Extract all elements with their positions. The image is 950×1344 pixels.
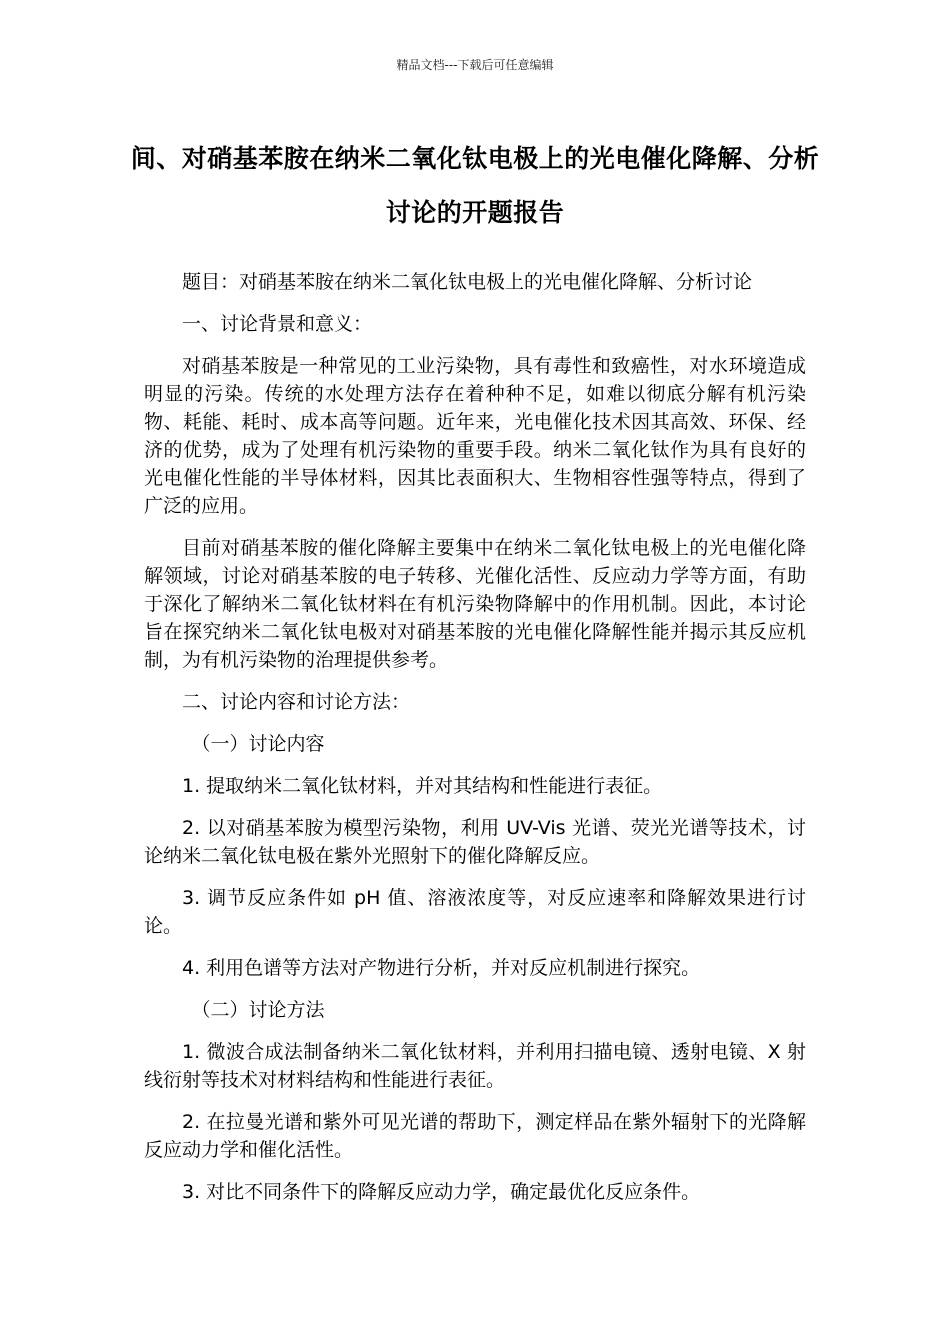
content-item: 1. 提取纳米二氧化钛材料，并对其结构和性能进行表征。 xyxy=(182,775,663,797)
background-paragraph-1: 对硝基苯胺是一种常见的工业污染物，具有毒性和致癌性，对水环境造成明显的污染。传统的水处理方法存在着种种不足，如难以彻底分解有机污染物、耗能、耗时、成本高等问题。近年来，光电催化技术因其高效、环保、经济的优势，成为了处理有机污染物的重要手段。纳米二氧化钛作为具有良好的光电催化性能的半导体材料，因其比表面积大、生物相容性强等特点，得到了广泛的应用。 xyxy=(144,355,806,517)
subheading-methods: （二）讨论方法 xyxy=(191,999,325,1021)
method-item: 3. 对比不同条件下的降解反应动力学，确定最优化反应条件。 xyxy=(182,1181,701,1203)
method-item: 2. 在拉曼光谱和紫外可见光谱的帮助下，测定样品在紫外辐射下的光降解反应动力学和催化活性。 xyxy=(144,1111,806,1161)
subheading-content: （一）讨论内容 xyxy=(191,733,325,755)
content-item: 3. 调节反应条件如 pH 值、溶液浓度等，对反应速率和降解效果进行讨论。 xyxy=(144,887,806,937)
content-item: 2. 以对硝基苯胺为模型污染物，利用 UV-Vis 光谱、荧光光谱等技术，讨论纳米二氧化钛电极在紫外光照射下的催化降解反应。 xyxy=(144,817,806,867)
header-note: 精品文档---下载后可任意编辑 xyxy=(396,58,554,72)
content-item: 4. 利用色谱等方法对产物进行分析，并对反应机制进行探究。 xyxy=(182,957,701,979)
section-heading-background: 一、讨论背景和意义： xyxy=(182,313,373,335)
section-heading-content-methods: 二、讨论内容和讨论方法： xyxy=(182,691,411,713)
method-item: 1. 微波合成法制备纳米二氧化钛材料，并利用扫描电镜、透射电镜、X 射线衍射等技术对材料结构和性能进行表征。 xyxy=(144,1041,806,1091)
background-paragraph-2: 目前对硝基苯胺的催化降解主要集中在纳米二氧化钛电极上的光电催化降解领域，讨论对硝基苯胺的电子转移、光催化活性、反应动力学等方面，有助于深化了解纳米二氧化钛材料在有机污染物降解中的作用机制。因此，本讨论旨在探究纳米二氧化钛电极对对硝基苯胺的光电催化降解性能并揭示其反应机制，为有机污染物的治理提供参考。 xyxy=(144,537,806,671)
topic-paragraph: 题目：对硝基苯胺在纳米二氧化钛电极上的光电催化降解、分析讨论 xyxy=(182,271,753,293)
document-title: 间、对硝基苯胺在纳米二氧化钛电极上的光电催化降解、分析讨论的开题报告 xyxy=(130,144,820,227)
document-body xyxy=(144,268,806,1220)
